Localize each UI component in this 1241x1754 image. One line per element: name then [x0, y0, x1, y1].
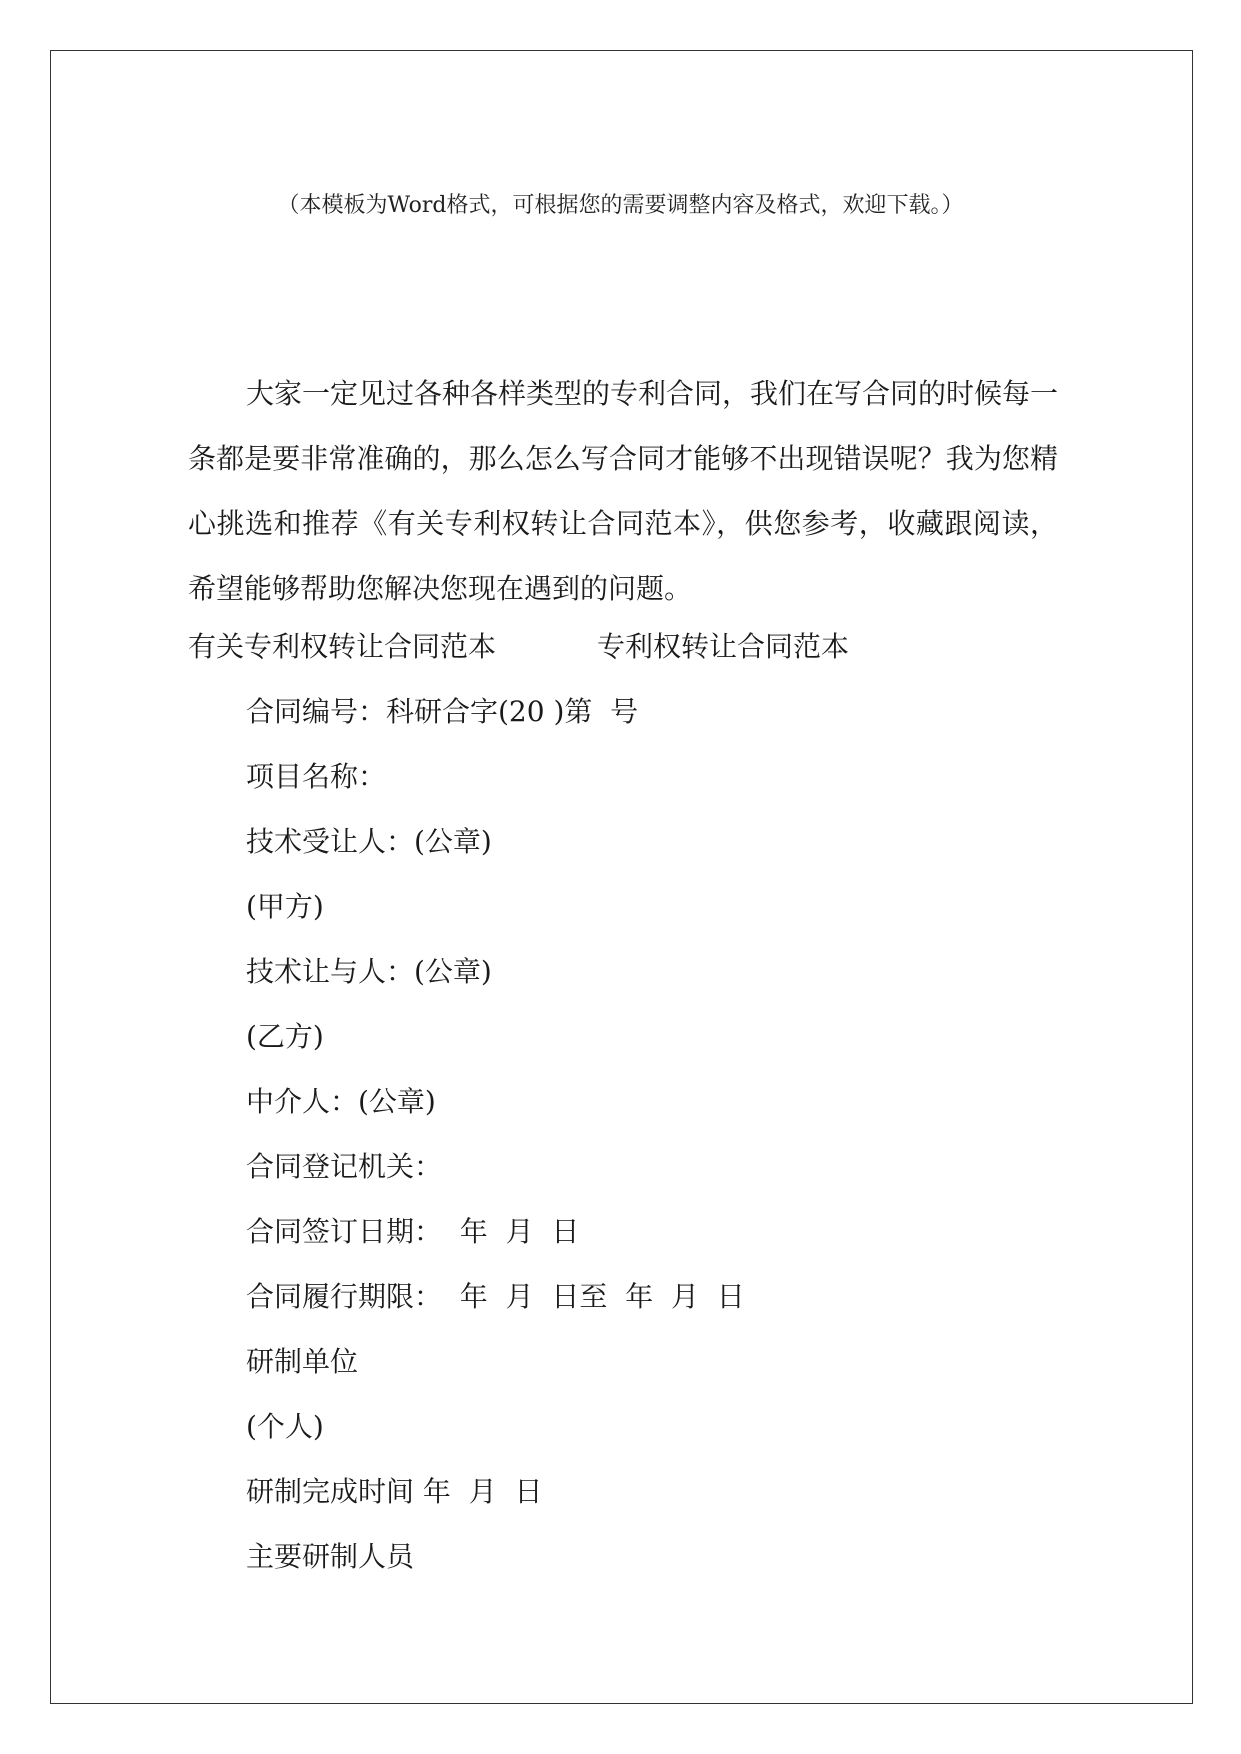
heading-right: 专利权转让合同范本	[597, 630, 850, 663]
field-development-unit: 研制单位	[246, 1345, 359, 1378]
field-intermediary: 中介人：(公章)	[246, 1085, 436, 1118]
page-border	[50, 50, 1193, 1704]
heading-left: 有关专利权转让合同范本	[188, 630, 497, 663]
field-party-b: (乙方)	[246, 1020, 324, 1053]
template-note: （本模板为Word格式，可根据您的需要调整内容及格式，欢迎下载。）	[277, 193, 964, 218]
field-main-developers: 主要研制人员	[246, 1540, 415, 1573]
field-completion-time: 研制完成时间 年 月 日	[246, 1475, 543, 1508]
field-party-a: (甲方)	[246, 890, 324, 923]
field-performance-period: 合同履行期限： 年 月 日至 年 月 日	[246, 1280, 745, 1313]
field-contract-number: 合同编号：科研合字(20 )第 号	[246, 695, 639, 728]
intro-paragraph: 大家一定见过各种各样类型的专利合同，我们在写合同的时候每一条都是要非常准确的，那么怎么写合同才能够不出现错误呢？我为您精心挑选和推荐《有关专利权转让合同范本》，供您参考，收藏跟阅读，希望能够帮助您解决您现在遇到的问题。	[188, 377, 1059, 605]
field-project-name: 项目名称：	[246, 760, 387, 793]
field-individual: (个人)	[246, 1410, 324, 1443]
field-registration-authority: 合同登记机关：	[246, 1150, 443, 1183]
field-transferee: 技术受让人：(公章)	[246, 825, 492, 858]
field-transferor: 技术让与人：(公章)	[246, 955, 492, 988]
field-signing-date: 合同签订日期： 年 月 日	[246, 1215, 580, 1248]
